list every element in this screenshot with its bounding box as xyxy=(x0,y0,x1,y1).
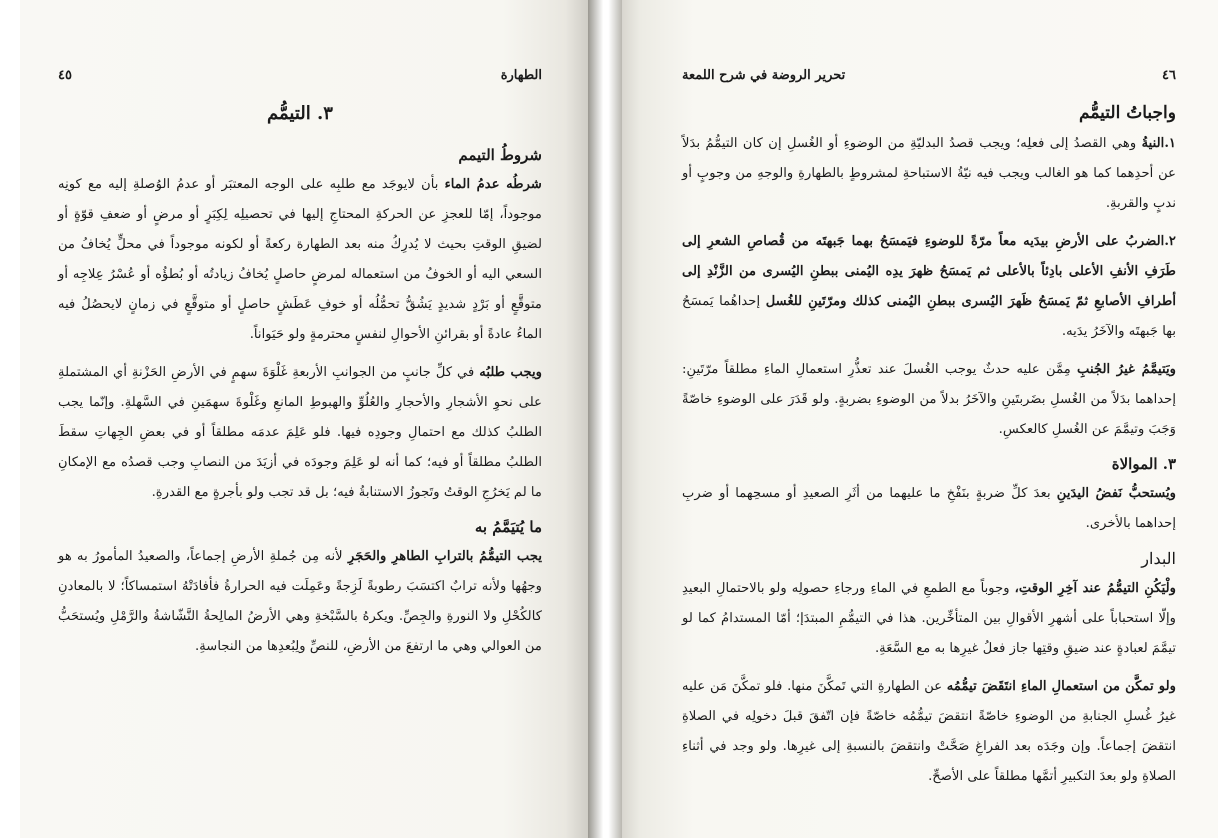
section-heading: شروطُ التيمم xyxy=(458,146,542,164)
running-head-title: الطهارة xyxy=(500,68,542,83)
paragraph-text: وجوباً مع الطمعِ في الماءِ ورجاءِ حصولِه ولو بالاحتمالِ البعيدِ وإلّا استحباباً على أشهرِ الأقوالِ بين المتأخِّرين. هذا في التيمُّمِ المبتدَإ؛ أمّا المستدامُ كما لو تيمَّمَ لعبادةٍ عند ضيقِ وقتِها جاز فعلُ غيرِها به مع السَّعَةِ. xyxy=(682,581,1176,656)
section-heading: ٣. الموالاة xyxy=(1111,455,1176,473)
chapter-title: ٣. التيمُّم xyxy=(267,103,333,124)
item-number: ٢. xyxy=(1164,234,1176,249)
page-number: ٤٥ xyxy=(58,68,72,83)
book-gutter xyxy=(588,0,622,838)
paragraph xyxy=(58,358,542,508)
section-heading: واجباتُ التيمُّم xyxy=(1079,103,1176,123)
paragraph xyxy=(682,355,1176,445)
running-head-left xyxy=(58,68,542,83)
section-heading: ما يُتيَمَّمُ به xyxy=(474,518,542,536)
paragraph xyxy=(58,170,542,350)
paragraph xyxy=(682,479,1176,539)
bold-lead: ولو تمكَّن من استعمالِ الماءِ انتَقَضَ تيمُّمُه xyxy=(946,679,1176,694)
bold-lead: ويُستحبُّ نَفضُ اليدَينِ xyxy=(1056,486,1176,501)
running-head-right xyxy=(682,68,1176,83)
paragraph-text: لأنه مِن جُملةِ الأرضِ إجماعاً، والصعيدُ المأمورُ به هو وجهُها ولأنه ترابٌ اكتسَبَ رطوبةً لَزِجةً وعَمِلَت فيه الحرارةُ فأفادَتْهُ استمساكاً؛ لا بالمعادنِ كالكُحْلِ ولا النورةِ والجِصِّ. ويكرهُ بالسَّبْخةِ وهي الأرضُ المالِحةُ النَّشّاشةُ والرَّمْلِ ويُستحَبُّ من العوالي وهي ما ارتفعَ من الأرضِ، للنصِّ ولِبُعدِها من النجاسةِ. xyxy=(58,549,542,654)
running-head-title: تحرير الروضة في شرح اللمعة xyxy=(682,68,846,83)
paragraph-text: إحداهُما يَمسَحُ بها جَبهتَه والآخَرُ يدَيه. xyxy=(682,294,1176,339)
paragraph xyxy=(682,574,1176,664)
left-page xyxy=(20,0,588,838)
paragraph xyxy=(682,672,1176,792)
paragraph xyxy=(58,542,542,662)
right-page xyxy=(622,0,1218,838)
item-number: ١. xyxy=(1164,136,1176,151)
paragraph-text: بعدَ كلِّ ضربةٍ بنَفْخِ ما عليهما من أثَرِ الصعيدِ أو مسحِهما أو ضربِ إحداهما بالأخرى. xyxy=(682,486,1176,531)
bold-lead: ويَتيمَّمُ غيرُ الجُنبِ xyxy=(1077,362,1177,377)
bold-lead: الضربُ على الأرضِ بيدَيه معاً مرّةً للوضوءِ فيَمسَحُ بهما جَبهتَه من قُصاصِ الشعرِ إلى طَرَفِ الأنفِ الأعلى بادِئاً بالأعلى ثم يَمسَحُ ظهرَ يدِه اليُمنى ببطنِ اليُسرى من الزَّنْدِ إلى أطرافِ الأصابعِ ثمّ يَمسَحُ ظَهرَ اليُسرى ببطنِ اليُمنى كذلك ومرّتَينِ للغُسل xyxy=(682,234,1176,309)
paragraph-text: وهي القصدُ إلى فعلِه؛ ويجب قصدُ البدليّةِ من الوضوءِ أو الغُسلِ إن كان التيمُّمُ بدَلاً عن أحدِهما كما هو الغالب ويجب فيه نيّةُ الاستباحةِ لمشروطٍ بالطهارةِ والوجهِ من وجوبٍ أو ندبٍ والقربةِ. xyxy=(682,136,1176,211)
page-number: ٤٦ xyxy=(1162,68,1176,83)
paragraph-text: مِمَّن عليه حدثٌ يوجب الغُسلَ عند تعذُّرِ استعمالِ الماءِ مطلقاً مرّتَينِ: إحداهما بدَلاً من الغُسلِ بضَربتَينِ والآخَرُ بدلاً من الوضوءِ بضربةٍ. ولو قَدَرَ على الوضوءِ خاصّةً وَجَبَ وتيمَّمَ عن الغُسلِ كالعكسِ. xyxy=(682,362,1176,437)
bold-lead: النيةُ xyxy=(1141,136,1165,151)
paragraph-text: عن الطهارةِ التي تَمكَّنَ منها. فلو تمكَّنَ مَن عليه غيرُ غُسلِ الجنابةِ من الوضوءِ خاصّةً انتقضَ تيمُّمُه خاصّةً فإن اتّفقَ قبلَ دخولِه في الصلاةِ انتقضَ إجماعاً. وإن وجَدَه بعد الفراغِ صَحَّتْ وانتقضَ بالنسبةِ إلى غيرِها. ولو وجد في أثناءِ الصلاةِ ولو بعدَ التكبيرِ أتمَّها مطلقاً على الأصحِّ. xyxy=(682,679,1176,784)
paragraph-text: في كلِّ جانبٍ من الجوانبِ الأربعةِ غَلْوَةَ سهمٍ في الأرضِ الحَزْنةِ أي المشتملةِ على نحوِ الأشجارِ والأحجارِ والعُلُوِّ والهبوطِ المانعِ وغَلْوةَ سهمَينِ في السَّهلةِ. وإنّما يجب الطلبُ كذلك مع احتمالِ وجودِه فيها. فلو عَلِمَ عدمَه مطلقاً أو في بعضِ الجِهاتِ سقطَ الطلبُ مطلقاً أو فيه؛ كما أنه لو عَلِمَ وجودَه في أزيَدَ من النصابِ وجب قصدُه مع الإمكانِ ما لم يَخرُجِ الوقتُ وتَجوزُ الاستنابةُ فيه؛ بل قد تجب ولو بأجرةٍ مع القدرةِ. xyxy=(58,365,542,500)
paragraph xyxy=(682,129,1176,219)
bold-lead: ويجب طلبُه xyxy=(479,365,542,380)
bold-lead: ولْيَكُنِ التيمُّمُ عند آخِرِ الوقتِ، xyxy=(1014,581,1176,596)
section-heading: البدار xyxy=(1141,549,1176,568)
bold-lead: يجب التيمُّمُ بالترابِ الطاهرِ والحَجَرِ xyxy=(347,549,542,564)
bold-lead: شرطُه عدمُ الماء xyxy=(444,177,542,192)
paragraph-text: بأن لايوجَد مع طلبِه على الوجه المعتبَر أو عدمُ الوُصلةِ إليه مع كونِه موجوداً، إمّا للعجزِ عن الحركةِ المحتاجِ إليها في تحصيلِه لِكِبَرٍ أو مرضٍ أو ضعفِ قوّةٍ أو لضيقِ الوقتِ بحيث لا يُدرِكُ منه بعد الطهارة ركعةً أو لكونه موجوداً في محلٍّ يُخافُ من السعي اليه أو الخوفُ من استعماله لمرضٍ حاصلٍ يُخافُ زيادتُه أو بُطؤُه أو عُسْرُ عِلاجِه أو متوقَّعٍ أو بَرْدٍ شديدٍ يَشُقُّ تحمُّلُه أو خوفِ عَطَشٍ حاصلٍ أو متوقَّعٍ في زمانٍ لايحصُلُ فيه الماءُ عادةً أو بقرائنِ الأحوالِ لنفسٍ محترمةٍ ولو حَيَواناً. xyxy=(58,177,542,342)
paragraph xyxy=(682,227,1176,347)
